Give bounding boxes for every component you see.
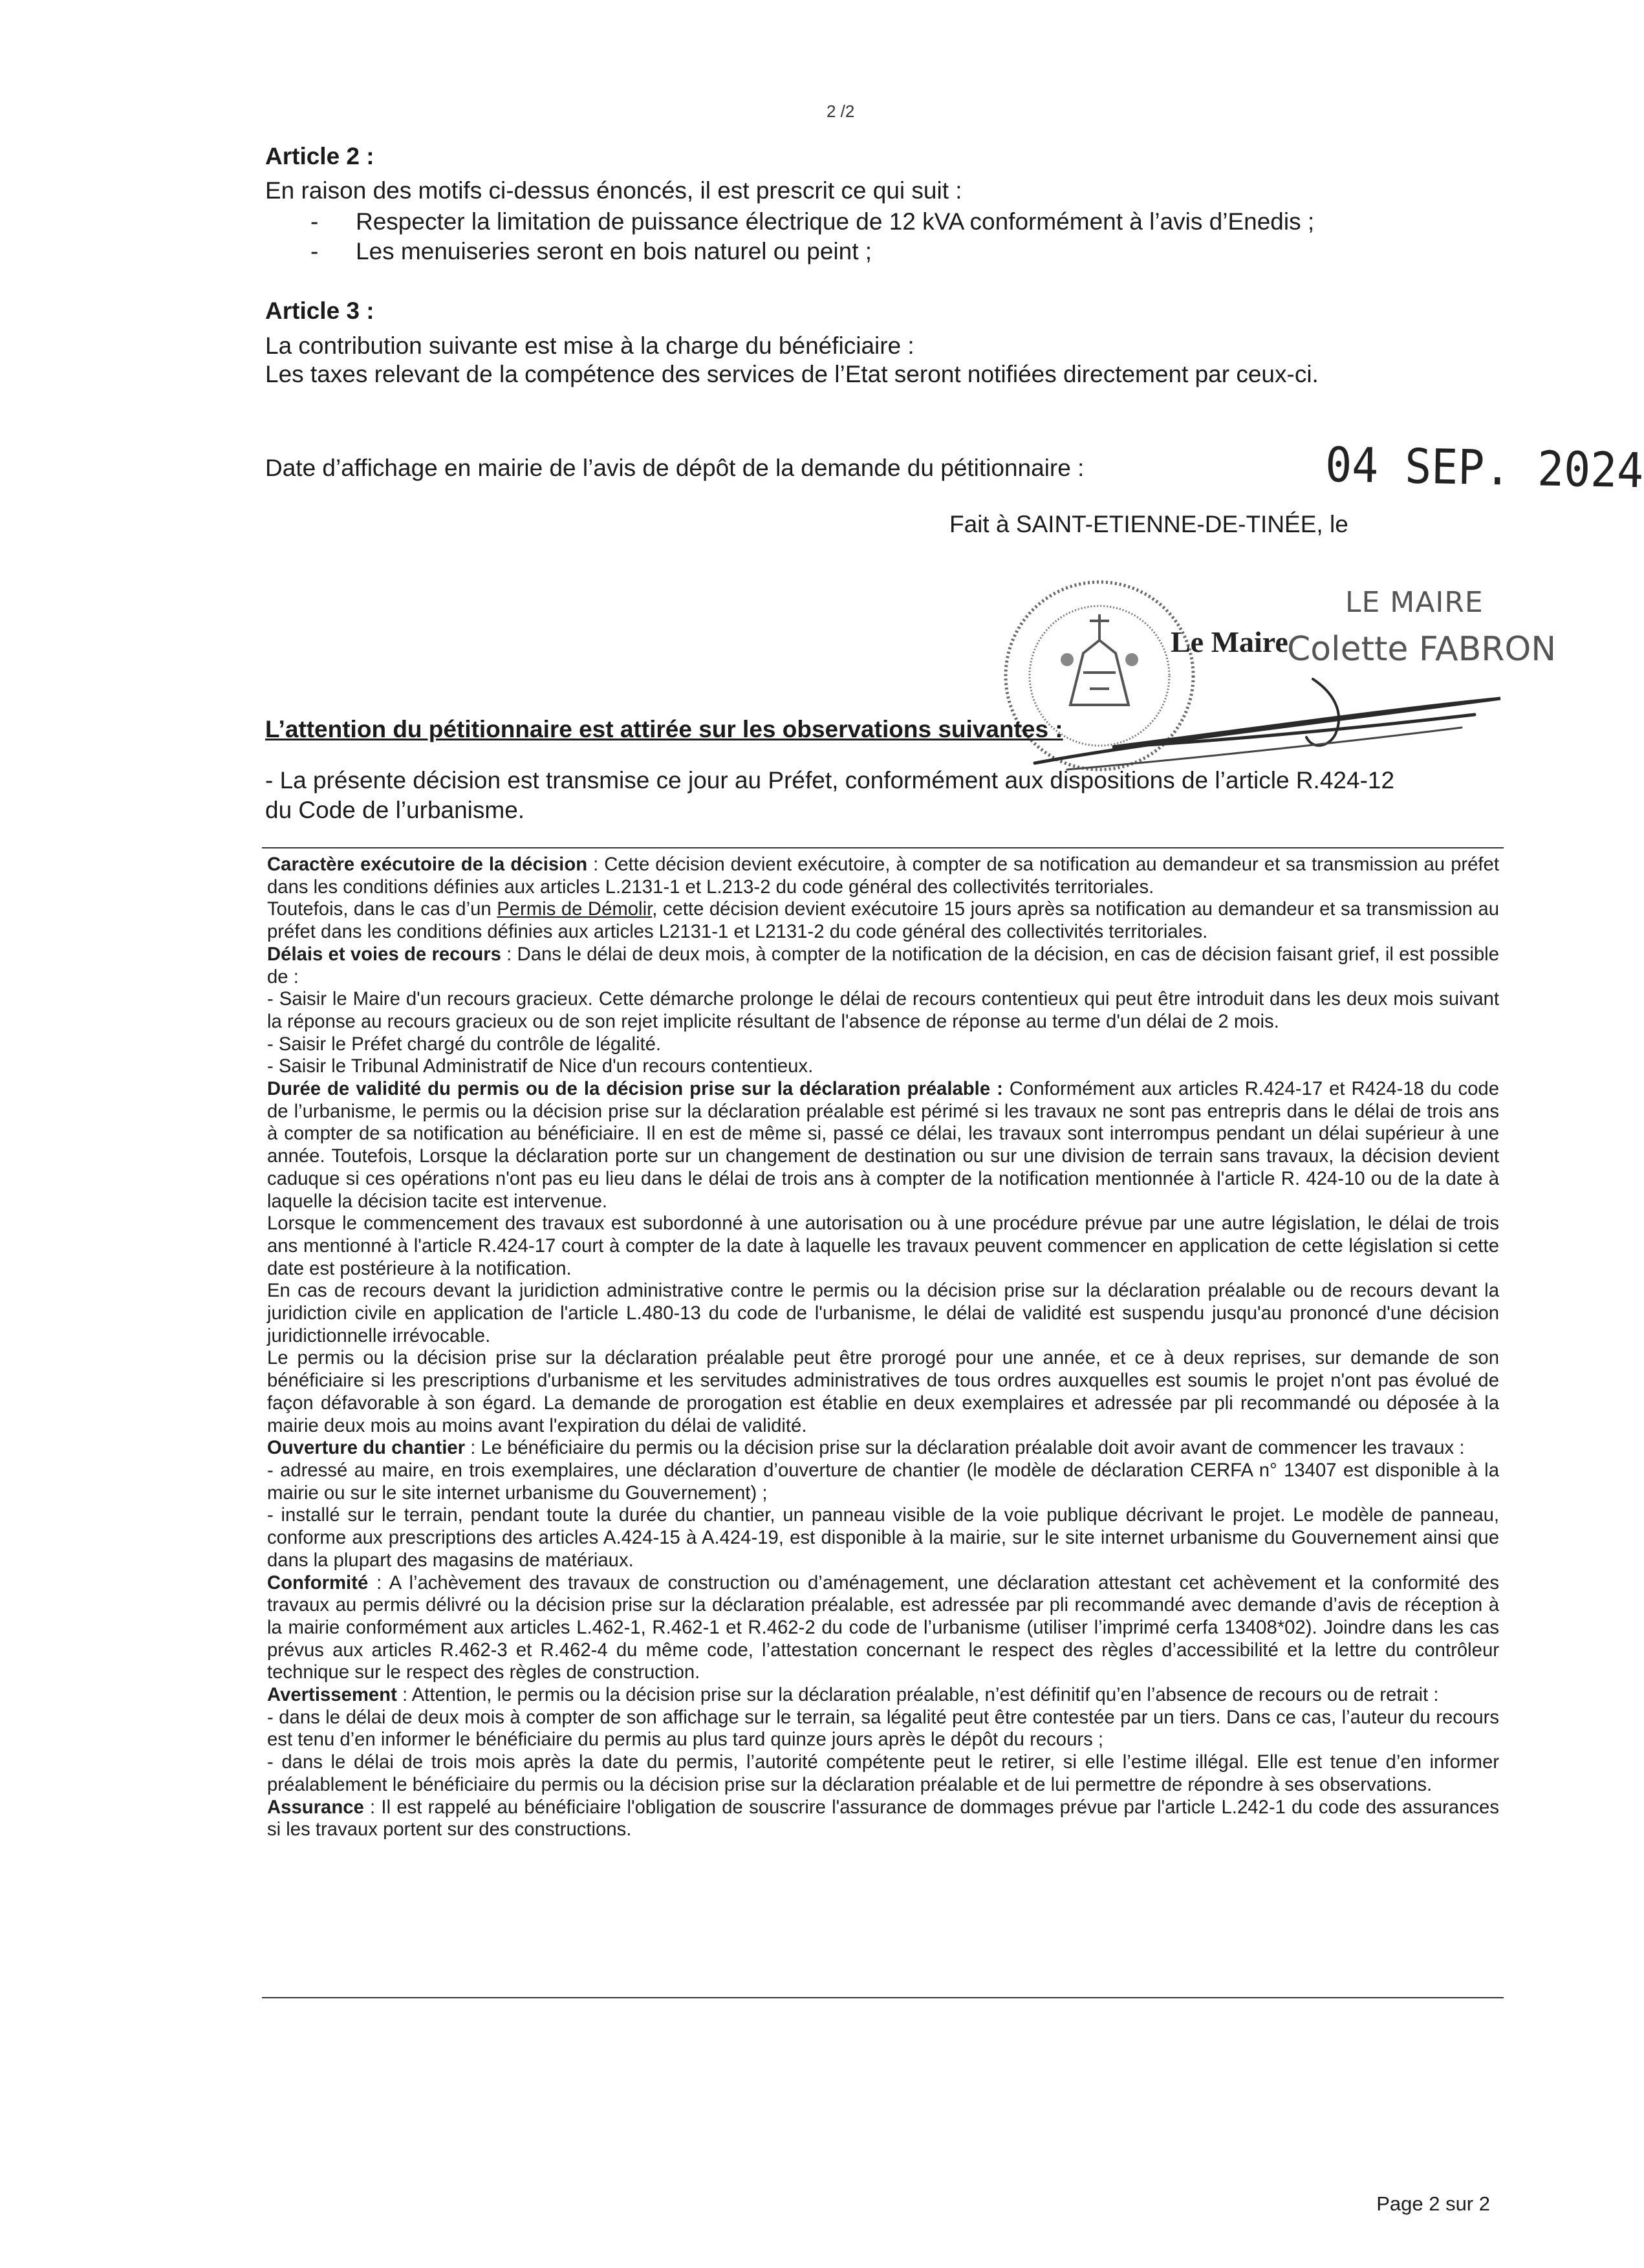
delais-paragraph — [267, 944, 1499, 988]
page-marker: 2 /2 — [827, 102, 855, 121]
article-2-intro: En raison des motifs ci-dessus énoncés, il est prescrit ce qui suit : — [265, 177, 962, 204]
duree-paragraph-3: En cas de recours devant la juridiction administrative contre le permis ou la décision prise sur la déclaration préalable ou de recours devant la juridiction civile en application de l'article L.480-13 du code de l'urbanisme, le délai de validité est suspendu jusqu'au prononcé d'une décision juridictionnelle irrévocable. — [267, 1280, 1499, 1346]
ouverture-title: Ouverture du chantier — [267, 1437, 466, 1459]
affichage-label: Date d’affichage en mairie de l’avis de dépôt de la demande du pétitionnaire : — [265, 455, 1085, 481]
bullet-dash: - — [310, 238, 319, 265]
article-2-item — [310, 208, 1475, 237]
duree-paragraph — [267, 1078, 1499, 1213]
divider-bottom — [262, 1997, 1504, 1998]
observations-line-2: du Code de l’urbanisme. — [265, 797, 525, 823]
demolir-text-start: Toutefois, dans le cas d’un — [267, 898, 497, 920]
caractere-text: : Cette décision devient exécutoire, à compter de sa notification au demandeur et sa transmission au préfet dans les conditions définies aux articles L.2131-1 et L.213-2 du code général des collectivités territoriales. — [267, 854, 1499, 898]
avertissement-intro: : Attention, le permis ou la décision prise sur la déclaration préalable, n’est définitif qu’en l’absence de recours ou de retrait : — [396, 1684, 1439, 1706]
conformite-text: : A l’achèvement des travaux de construction ou d’aménagement, une déclaration attestant cet achèvement et la conformité des travaux au permis délivré ou la décision prise sur la déclaration préalable, est adressée par pli recommandé avec demande d’avis de réception à la mairie conformément aux articles L.462-1, R.462-1 et R.462-2 du code de l’urbanisme (utiliser l’imprimé cerfa 13408*02). Joindre dans les cas prévus aux articles R.462-3 et R.462-4 du même code, l’attestation concernant le respect des règles d’accessibilité et la lettre du contrôleur technique sur le respect des règles de construction. — [267, 1571, 1499, 1683]
divider-top — [262, 847, 1504, 848]
delais-intro: : Dans le délai de deux mois, à compter de la notification de la décision, en cas de décision faisant grief, il est possible de : — [267, 943, 1499, 988]
assurance-paragraph — [267, 1797, 1499, 1841]
article-2-item-text: Respecter la limitation de puissance électrique de 12 kVA conformément à l’avis d’Enedis ; — [356, 208, 1315, 235]
observations-heading: L’attention du pétitionnaire est attirée sur les observations suivantes : — [265, 716, 1063, 742]
article-2-item — [310, 238, 1475, 266]
delais-item: - Saisir le Maire d'un recours gracieux. Cette démarche prolonge le délai de recours contentieux qui peut être introduit dans les deux mois suivant la réponse au recours gracieux ou de son rejet implicite résultant de l'absence de réponse au terme d'un délai de 2 mois. — [267, 988, 1499, 1032]
article-3-line-1: La contribution suivante est mise à la charge du bénéficiaire : — [265, 332, 914, 359]
caractere-paragraph — [267, 854, 1499, 898]
assurance-title: Assurance — [267, 1796, 364, 1818]
bullet-dash: - — [310, 208, 319, 235]
avertissement-title: Avertissement — [267, 1684, 397, 1706]
permis-de-demolir-term: Permis de Démolir — [497, 898, 653, 920]
ouverture-item: - installé sur le terrain, pendant toute la durée du chantier, un panneau visible de la voie publique décrivant le projet. Le modèle de panneau, conforme aux prescriptions des articles A.424-15 à A.424-19, est disponible à la mairie, sur le site internet urbanisme du Gouvernement ainsi que dans la plupart des magasins de matériaux. — [267, 1504, 1499, 1571]
avertissement-item: - dans le délai de deux mois à compter de son affichage sur le terrain, sa légalité peut être contestée par un tiers. Dans ce cas, l’auteur du recours est tenu d’en informer le bénéficiaire du permis au plus tard quinze jours après le dépôt du recours ; — [267, 1706, 1499, 1751]
caractere-title: Caractère exécutoire de la décision — [267, 854, 588, 875]
ouverture-item: - adressé au maire, en trois exemplaires, une déclaration d’ouverture de chantier (le modèle de déclaration CERFA n° 13407 est disponible à la mairie ou sur le site internet urbanisme du Gouvernement) ; — [267, 1459, 1499, 1504]
assurance-text: : Il est rappelé au bénéficiaire l'obligation de souscrire l'assurance de dommages prévue par l'article L.242-1 du code des assurances si les travaux portent sur des constructions. — [267, 1796, 1499, 1841]
avertissement-paragraph — [267, 1684, 1499, 1707]
fait-a-line: Fait à SAINT-ETIENNE-DE-TINÉE, le — [949, 511, 1348, 537]
signature-title-caps: LE MAIRE — [1345, 586, 1484, 619]
duree-paragraph-4: Le permis ou la décision prise sur la déclaration préalable peut être prorogé pour une année, et ce à deux reprises, sur demande de son bénéficiaire si les prescriptions d'urbanisme et les servitudes administratives de tous ordres auxquelles est soumis le projet n'ont pas évolué de façon défavorable à son égard. La demande de prorogation est établie en deux exemplaires et adressée par pli recommandé ou déposée à la mairie deux mois au moins avant l'expiration du délai de validité. — [267, 1347, 1499, 1436]
ouverture-intro: : Le bénéficiaire du permis ou la décision prise sur la déclaration préalable doit avoir avant de commencer les travaux : — [465, 1437, 1465, 1459]
duree-text: Conformément aux articles R.424-17 et R424-18 du code de l’urbanisme, le permis ou la décision prise sur la déclaration préalable est périmé si les travaux ne sont pas entrepris dans le délai de trois ans à compter de sa notification au bénéficiaire. Il en est de même si, passé ce délai, les travaux sont interrompus pendant un délai supérieur à une année. Toutefois, Lorsque la déclaration porte sur un changement de destination ou sur une division de terrain sans travaux, la décision devient caduque si ces opérations n'ont pas eu lieu dans le délai de trois ans à compter de la notification mentionnée à l'article R. 424-10 ou de la date à laquelle la décision tacite est intervenue. — [267, 1078, 1499, 1212]
conformite-paragraph — [267, 1572, 1499, 1685]
delais-item: - Saisir le Tribunal Administratif de Nice d'un recours contentieux. — [267, 1055, 814, 1077]
duree-paragraph-2: Lorsque le commencement des travaux est subordonné à une autorisation ou à une procédure prévue par une autre législation, le délai de trois ans mentionné à l'article R.424-17 court à compter de la date à laquelle les travaux peuvent commencer en application de cette législation si cette date est postérieure à la notification. — [267, 1213, 1499, 1279]
demolir-text-end: , cette décision devient exécutoire 15 jours après sa notification au demandeur et sa transmission au préfet dans les conditions définies aux articles L2131-1 et L2131-2 du code général des collectivités territoriales. — [267, 898, 1499, 943]
article-3-line-2: Les taxes relevant de la compétence des services de l’Etat seront notifiées directement par ceux-ci. — [265, 361, 1319, 387]
avertissement-item: - dans le délai de trois mois après la date du permis, l’autorité compétente peut le retirer, si elle l’estime illégal. Elle est tenue d’en informer préalablement le bénéficiaire du permis ou la décision prise sur la déclaration préalable et de lui permettre de répondre à ses observations. — [267, 1751, 1499, 1795]
observations-line-1: - La présente décision est transmise ce jour au Préfet, conformément aux dispositions de l’article R.424-12 — [265, 767, 1395, 794]
demolir-paragraph — [267, 898, 1499, 943]
article-3-heading: Article 3 : — [265, 297, 374, 324]
legal-notices — [267, 854, 1499, 1841]
page-footer: Page 2 sur 2 — [1376, 2192, 1490, 2215]
signature-title: Le Maire — [1171, 625, 1288, 658]
duree-title: Durée de validité du permis ou de la décision prise sur la déclaration préalable : — [267, 1078, 1003, 1100]
article-2-heading: Article 2 : — [265, 143, 374, 169]
date-stamp: 04 SEP. 2024 — [1325, 437, 1644, 499]
delais-item: - Saisir le Préfet chargé du contrôle de légalité. — [267, 1033, 662, 1055]
article-2-item-text: Les menuiseries seront en bois naturel ou peint ; — [356, 238, 872, 265]
ouverture-paragraph — [267, 1437, 1499, 1460]
delais-title: Délais et voies de recours — [267, 943, 501, 965]
conformite-title: Conformité — [267, 1571, 369, 1593]
signature-name: Colette FABRON — [1287, 630, 1557, 669]
